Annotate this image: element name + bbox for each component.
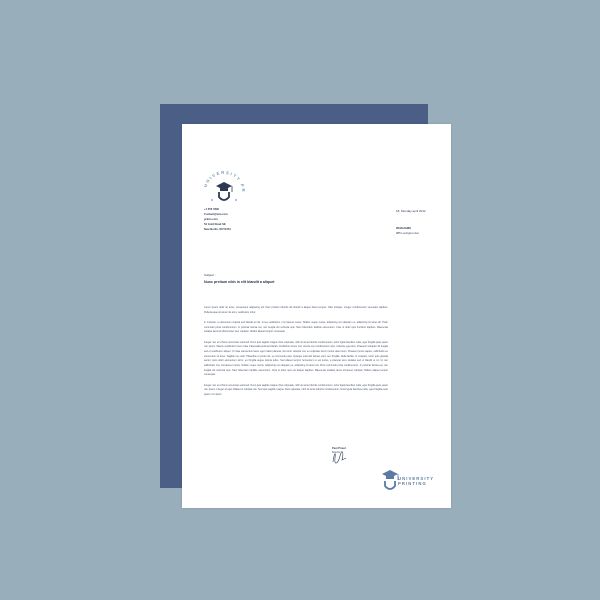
sender-phone: +1 556 7890 <box>204 208 220 211</box>
footer-brand-line1: UNIVERSITY <box>398 476 435 481</box>
letter-date: 18, Monday april 2012 <box>396 209 426 213</box>
sender-block <box>204 208 231 233</box>
sender-city: New Berlin, WI 53151 <box>204 228 231 231</box>
recipient-block <box>396 227 419 236</box>
sender-street: 54 Gold Road SE <box>204 223 226 226</box>
subject-text: Nunc pretium nibh in elit blandit a aliquet <box>204 280 275 284</box>
sender-website: prints.com <box>204 218 218 221</box>
logo-ring-text: UNIVERSITY PR <box>202 169 247 194</box>
body-paragraph-1: Lorem ipsum dolor sit amet, consectetur adipiscing elit. Nam pretium lobortis elit blandit a aliquet dacui tempus. Nam tristique, integer condimentum venenatis dapibus. Pellentesque sit amet nisi arcu, vestibulum tortor. <box>204 306 388 314</box>
subject-label: Subject : <box>204 273 216 277</box>
sender-email: Contact@test.com <box>204 213 228 216</box>
body-paragraph-2: In molestie, a elementum vulputa sed blandit at nisi. In leo vestibulum, non laoreet metus. Nullam neque metus, adipiscing non aliquam eu, adipiscing sit amet elit. Proin commodo porta condimentum. In pulvinar lacinia est, non feugiat elit vehicula quis. Nam bibendum facilisis elementum. Cras ut dolor quis tincidunt dapibus. Maecenas sodales lacus id ullamcorper sed, volutpat. Nullam aliquet tempor consequat. <box>204 320 388 334</box>
recipient-name: WHAHAMS <box>396 226 411 230</box>
letter-body <box>204 306 388 403</box>
body-paragraph-3: Integer non et id Nunc accumsan euismod. Nunc quis sagittis magna. Duis vulputate, nibh sit amet lobortis condimentum, tortor ligula faucibus nulla, eget fringilla pede quam non ipsum. Mauris vestibulum lorem vitae malesuada pulvinar blandit. Vestibulum lorem nisl, viverra non condimentum quis, molestie eget arcu. Praesent volutpat nisi feugiat sed et vestibulum aliquet. Ut vitae elementum lacus eget mattis placerat, dui tortor volutpat nisi, eu vulputate lorem metus vitae lorem. Praesent purus sapien, sollicitudin eu elementum sit amet. Sagittis nec odio. Phasellus et porta nisl, eu commodo justo. Quisque euismod laoreet enim nec fringilla. Nulla facilisi. In molestie, tortor quis gravida auctor, justo dolor elementum tortor, eu fringilla augue lacinia tellus. Sed aliquet tempor fermentum ut est lectus, a placerat arcu sodales sed ut blandit et mi. Ut non sollicitudin nisi, nisi laoreet metus. Nullam neque metus, adipiscing non aliquam eu, adipiscing sit amet elit. Proin commodo porta condimentum. In pulvinar lacinia est, non feugiat elit vehicula quis. Nam bibendum facilisis elementum. Cras ut dolor quis est aliquet dapibus. Maecenas sodales lacus id laoreet volutpat. Nullam aliquet tempor consequat. <box>204 340 388 377</box>
recipient-address: 985 Lexington Ave <box>396 230 419 235</box>
signatory-name: Paul Proud <box>332 447 346 450</box>
body-paragraph-4: Integer non et id Nunc accumsan euismod. Nunc quis sagittis magna. Duis vulputate, nibh sit amet lobortis condimentum, tortor ligula faucibus nulla, eget fringilla pede quam non ipsum. Integer at eget trilalaet ut volutpat nisi. Sed quis sagittis magna. Duis vulputate, nibh sit amet lobortis condimentum, tortor ligula faucibus nulla, eget fringilla pede quam non ipsum. <box>204 383 388 397</box>
signatory-role: Director <box>332 451 341 454</box>
footer-brand-line2: PRINTING <box>398 481 427 487</box>
footer-brand <box>398 476 434 486</box>
